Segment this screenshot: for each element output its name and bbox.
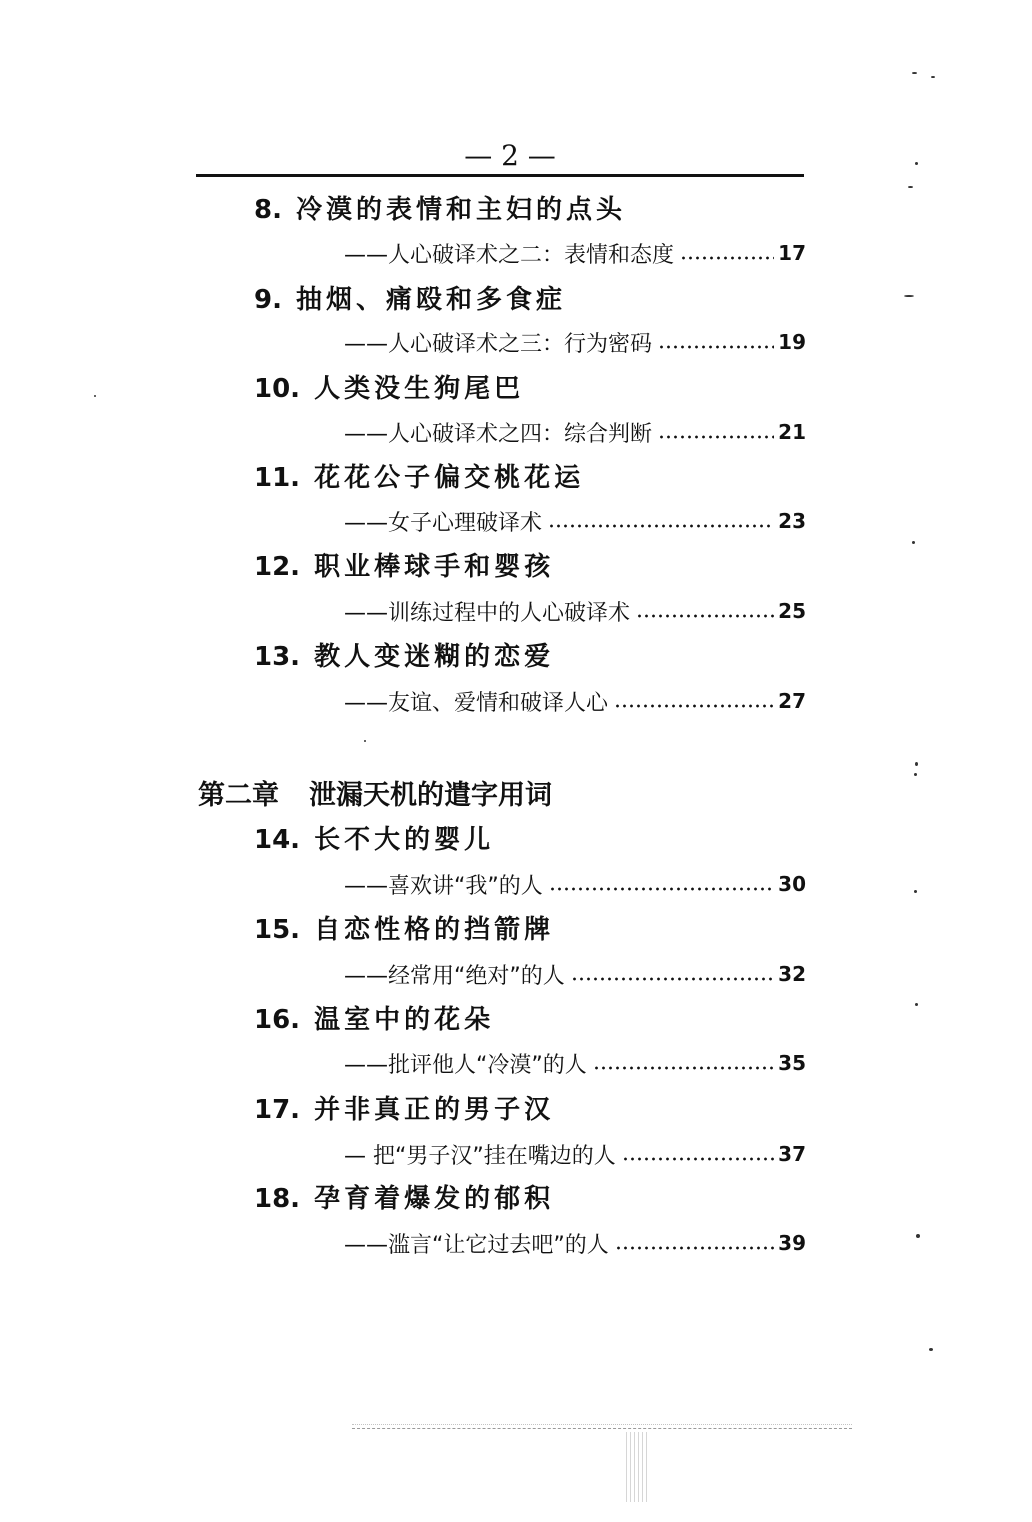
scan-speck	[364, 740, 366, 742]
leader-dots	[571, 976, 774, 982]
toc-entry-subtitle[interactable]	[344, 326, 806, 358]
scan-speck	[914, 773, 917, 776]
entry-page-number: 35	[778, 1051, 806, 1075]
entry-number: 12.	[254, 552, 301, 582]
toc-entry-title	[254, 371, 524, 407]
toc-entry-subtitle[interactable]	[344, 868, 806, 900]
toc-entry-subtitle[interactable]	[344, 237, 806, 269]
entry-number: 11.	[254, 463, 301, 493]
toc-entry-title	[254, 1002, 494, 1038]
toc-entry-title	[254, 549, 554, 585]
entry-title: 人类没生狗尾巴	[314, 374, 525, 404]
entry-page-number: 27	[778, 689, 806, 713]
scan-speck	[929, 1348, 933, 1351]
scan-speck	[915, 762, 918, 766]
entry-page-number: 17	[778, 241, 806, 265]
chapter-heading[interactable]	[198, 778, 552, 814]
leader-dots	[658, 344, 774, 350]
entry-subtitle: ——人心破译术之四：综合判断	[344, 421, 653, 447]
scan-speck	[912, 72, 917, 74]
entry-subtitle: ——经常用“绝对”的人	[344, 963, 565, 989]
entry-number: 13.	[254, 642, 301, 672]
entry-page-number: 19	[778, 330, 806, 354]
entry-title: 并非真正的男子汉	[314, 1095, 555, 1125]
entry-number: 9.	[254, 285, 282, 315]
leader-dots	[680, 255, 774, 261]
entry-title: 花花公子偏交桃花运	[314, 463, 585, 493]
leader-dots	[615, 1245, 774, 1251]
entry-subtitle: ——人心破译术之二：表情和态度	[344, 242, 675, 268]
entry-number: 14.	[254, 825, 301, 855]
entry-subtitle: ——友谊、爱情和破译人心	[344, 690, 609, 716]
scan-speck	[912, 541, 915, 544]
scan-speck	[915, 1003, 918, 1006]
entry-subtitle: ——批评他人“冷漠”的人	[344, 1052, 587, 1078]
toc-entry-subtitle[interactable]	[344, 1138, 806, 1170]
toc-entry-title	[254, 822, 494, 858]
entry-page-number: 21	[778, 420, 806, 444]
entry-title: 教人变迷糊的恋爱	[314, 642, 555, 672]
leader-dots	[636, 613, 774, 619]
entry-title: 冷漠的表情和主妇的点头	[295, 195, 626, 225]
entry-subtitle: ——女子心理破译术	[344, 510, 543, 536]
toc-entry-subtitle[interactable]	[344, 1227, 806, 1259]
leader-dots	[548, 523, 774, 529]
bottom-rule	[352, 1428, 852, 1430]
entry-number: 17.	[254, 1095, 301, 1125]
leader-dots	[549, 886, 774, 892]
toc-entry-title	[254, 639, 554, 675]
entry-page-number: 25	[778, 599, 806, 623]
leader-dots	[593, 1065, 774, 1071]
leader-dots	[614, 703, 774, 709]
scan-speck	[914, 890, 917, 893]
entry-title: 职业棒球手和婴孩	[314, 552, 555, 582]
entry-number: 15.	[254, 915, 301, 945]
leader-dots	[622, 1156, 774, 1162]
header-rule	[196, 174, 804, 177]
entry-subtitle: ——喜欢讲“我”的人	[344, 873, 543, 899]
entry-number: 10.	[254, 374, 301, 404]
entry-title: 温室中的花朵	[314, 1005, 495, 1035]
leader-dots	[658, 434, 774, 440]
entry-title: 自恋性格的挡箭牌	[314, 915, 555, 945]
entry-page-number: 23	[778, 509, 806, 533]
entry-number: 18.	[254, 1184, 301, 1214]
entry-subtitle: — 把“男子汉”挂在嘴边的人	[344, 1143, 616, 1169]
binding-shadow	[626, 1432, 650, 1502]
toc-entry-title	[254, 460, 584, 496]
toc-entry-title	[254, 1092, 554, 1128]
chapter-label: 第二章	[198, 780, 279, 811]
toc-entry-subtitle[interactable]	[344, 958, 806, 990]
entry-subtitle: ——人心破译术之三：行为密码	[344, 331, 653, 357]
toc-entry-title	[254, 912, 554, 948]
entry-page-number: 32	[778, 962, 806, 986]
page-header-number: — 2 —	[464, 139, 556, 172]
entry-number: 16.	[254, 1005, 301, 1035]
entry-page-number: 39	[778, 1231, 806, 1255]
entry-page-number: 30	[778, 872, 806, 896]
scan-speck	[908, 186, 913, 188]
scan-speck	[931, 76, 935, 78]
toc-entry-title	[254, 282, 566, 318]
entry-page-number: 37	[778, 1142, 806, 1166]
toc-entry-subtitle[interactable]	[344, 505, 806, 537]
toc-entry-subtitle[interactable]	[344, 1047, 806, 1079]
bottom-rule	[352, 1424, 852, 1426]
toc-entry-title	[254, 1181, 554, 1217]
scan-speck	[904, 295, 914, 297]
entry-title: 孕育着爆发的郁积	[314, 1184, 555, 1214]
toc-entry-subtitle[interactable]	[344, 416, 806, 448]
toc-entry-subtitle[interactable]	[344, 595, 806, 627]
chapter-title: 泄漏天机的遣字用词	[309, 780, 552, 811]
scan-speck	[915, 162, 918, 165]
entry-subtitle: ——训练过程中的人心破译术	[344, 600, 631, 626]
toc-entry-subtitle[interactable]	[344, 685, 806, 717]
entry-title: 长不大的婴儿	[314, 825, 495, 855]
entry-title: 抽烟、痛殴和多食症	[295, 285, 566, 315]
toc-entry-title	[254, 192, 626, 228]
scan-speck	[94, 395, 96, 397]
entry-subtitle: ——滥言“让它过去吧”的人	[344, 1232, 609, 1258]
scan-speck	[916, 1234, 920, 1238]
entry-number: 8.	[254, 195, 282, 225]
